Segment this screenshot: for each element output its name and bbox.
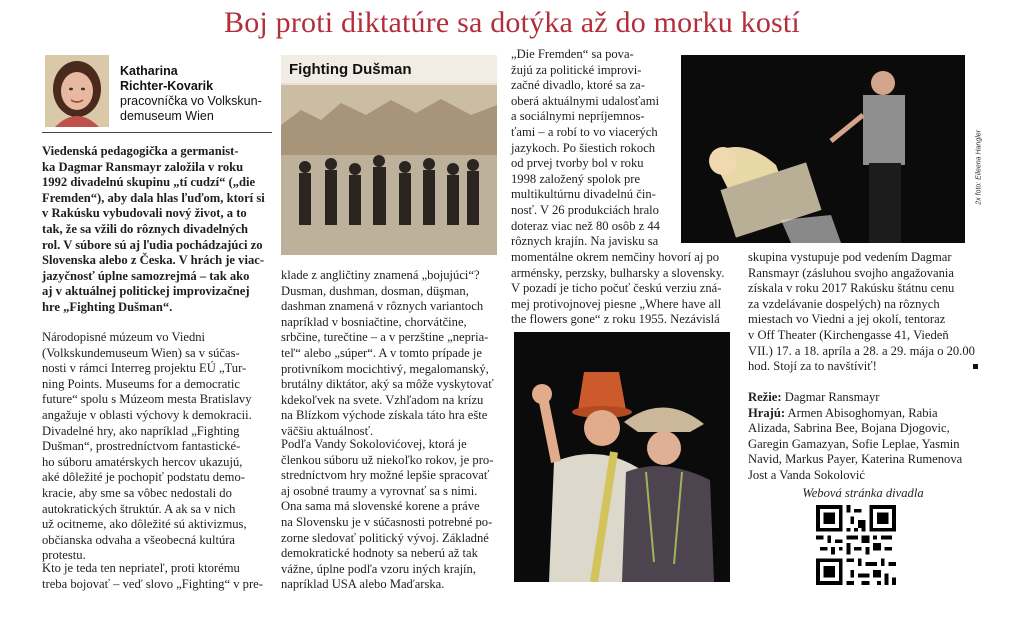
cast-line: Garegin Gamazyan, Sofie Leplae, Yasmin (748, 436, 960, 451)
author-box (42, 52, 272, 133)
credits (748, 390, 978, 484)
end-mark (973, 364, 978, 369)
author-name: Katharina Richter-Kovarik (120, 64, 214, 93)
author-photo (45, 55, 109, 127)
body-paragraph: Kto je teda ten nepriateľ, proti ktorému treba bojovať – veď slovo „Fighting“ v pre- (42, 561, 263, 591)
direction-value: Dagmar Ransmayr (784, 390, 880, 404)
direction-label: Režie: (748, 390, 782, 404)
fighting-dusman-photo (281, 55, 497, 255)
photo-credit: 2x foto: Eileena Hangler (976, 130, 983, 205)
stage-photo-top (681, 55, 965, 243)
body-paragraph: skupina vystupuje pod vedením Dagmar Ransmayr (zásluhou svojho angažovania získala v roku 2017 Rakúsku štátnu cenu za vzdelávanie dospelých) na rôznych miestach vo Viedni a jej okolí, tentoraz v Off Theater (Kirchengasse 41, Viedeň VII.) 17. a 18. apríla a 28. a 29. mája o 20.00 hod. Stojí za to navštíviť! (748, 250, 978, 375)
body-paragraph: „Die Fremden“ sa pova- žujú za politické improvi- začné divadlo, ktoré sa za- oberá aktuálnymi udalosťami a sociálnymi nepríjemnos- ťami – a robí to vo viacerých jazykoch. Po šiestich rokoch od prvej tvorby bol v roku 1998 založený spolok pre multikultúrnu divadelnú čin- nosť. V 26 produkciách hralo doteraz viac než 80 osôb z 44 rôznych krajín. Na javisku sa (511, 47, 660, 249)
author-role: pracovníčka vo Volkskun- demuseum Wien (120, 94, 262, 123)
body-paragraph: Podľa Vandy Sokolovićovej, ktorá je členkou súboru už niekoľko rokov, je pro- stredníctvom hry možné lepšie spracovať aj osobné traumy a vyrovnať sa s nimi. Ona sama má slovenské korene a práve na Slovensku je v súčasnosti potrebné po- zorne sledovať politický vývoj. Základné demokratické hodnoty sa neberú až tak vážne, úplne podľa vzoru iných krajín, napríklad USA alebo Maďarska. (281, 437, 494, 592)
cast-label: Hrajú: (748, 405, 786, 420)
cast-line: Navid, Markus Payer, Katerina Rumenova (748, 452, 963, 467)
qr-code-icon[interactable] (816, 505, 896, 585)
cast-line: Jost a Vanda Sokolović (748, 467, 865, 482)
fighting-dusman-logo: Fighting Dušman (289, 61, 412, 78)
website-label: Webová stránka divadla (802, 486, 924, 500)
lead-paragraph: Viedenská pedagogička a germanist- ka Dagmar Ransmayr založila v roku 1992 divadelnú skupinu „tí cudzí“ („die Fremden“), aby dala hlas ľuďom, ktorí si v Rakúsku vybudovali nový život, a to tak, že sa vžili do rôznych divadelných rol. V súbore sú aj ľudia pochádzajúci zo Slovenska alebo z Česka. V hrách je viac- jazyčnosť úplne samozrejmá – tak ako aj v aktuálnej politickej improvizačnej hre „Fighting Dušman“. (42, 144, 265, 314)
body-paragraph: momentálne okrem nemčiny hovorí aj po arménsky, perzsky, bulharsky a slovensky. V pozadí je ticho počuť českú verziu zná- mej protivojnovej piesne „Where have all the flowers gone“ z roku 1955. Nezávislá (511, 250, 725, 327)
cast-line: Armen Abisoghomyan, Rabia (787, 405, 938, 420)
body-paragraph: Národopisné múzeum vo Viedni (Volkskundemuseum Wien) sa v súčas- nosti v rámci Interreg projektu EÚ „Tur- ning Points. Museums for a democratic future“ spolu s Múzeom mesta Bratislavy angažuje v oblasti výchovy k demokracii. Divadelné hry, ako napríklad „Fighting Dušman“, prostredníctvom fantastické- ho súboru amatérskych hercov ukazujú, aké dôležité je pochopiť podstatu demo- kracie, aby sme sa vôbec nedostali do autokratických štruktúr. A ak sa v nich už ocitneme, ako dôležité sú aktivizmus, občianska odvaha a všeobecná kultúra protestu. (42, 330, 252, 563)
stage-photo-bottom (514, 332, 730, 582)
article-headline: Boj proti diktatúre sa dotýka až do morku kostí (224, 6, 800, 39)
body-paragraph: klade z angličtiny znamená „bojujúci“? Dusman, dushman, dosman, düşman, dashman znamená v rôznych variantoch napríklad v bosniačtine, chorvátčine, srbčine, turečtine – a v perzštine „nepria- teľ“ alebo „súper“. A v tomto prípade je protivníkom mocichtivý, megalomanský, brutálny diktátor, aký sa môže vyskytovať kdekoľvek na svete. Vzhľadom na krízu na Blízkom východe získala táto hra ešte väčšiu aktuálnosť. (281, 268, 494, 438)
cast-line: Alizada, Sabrina Bee, Bojana Djogovic, (748, 421, 950, 436)
